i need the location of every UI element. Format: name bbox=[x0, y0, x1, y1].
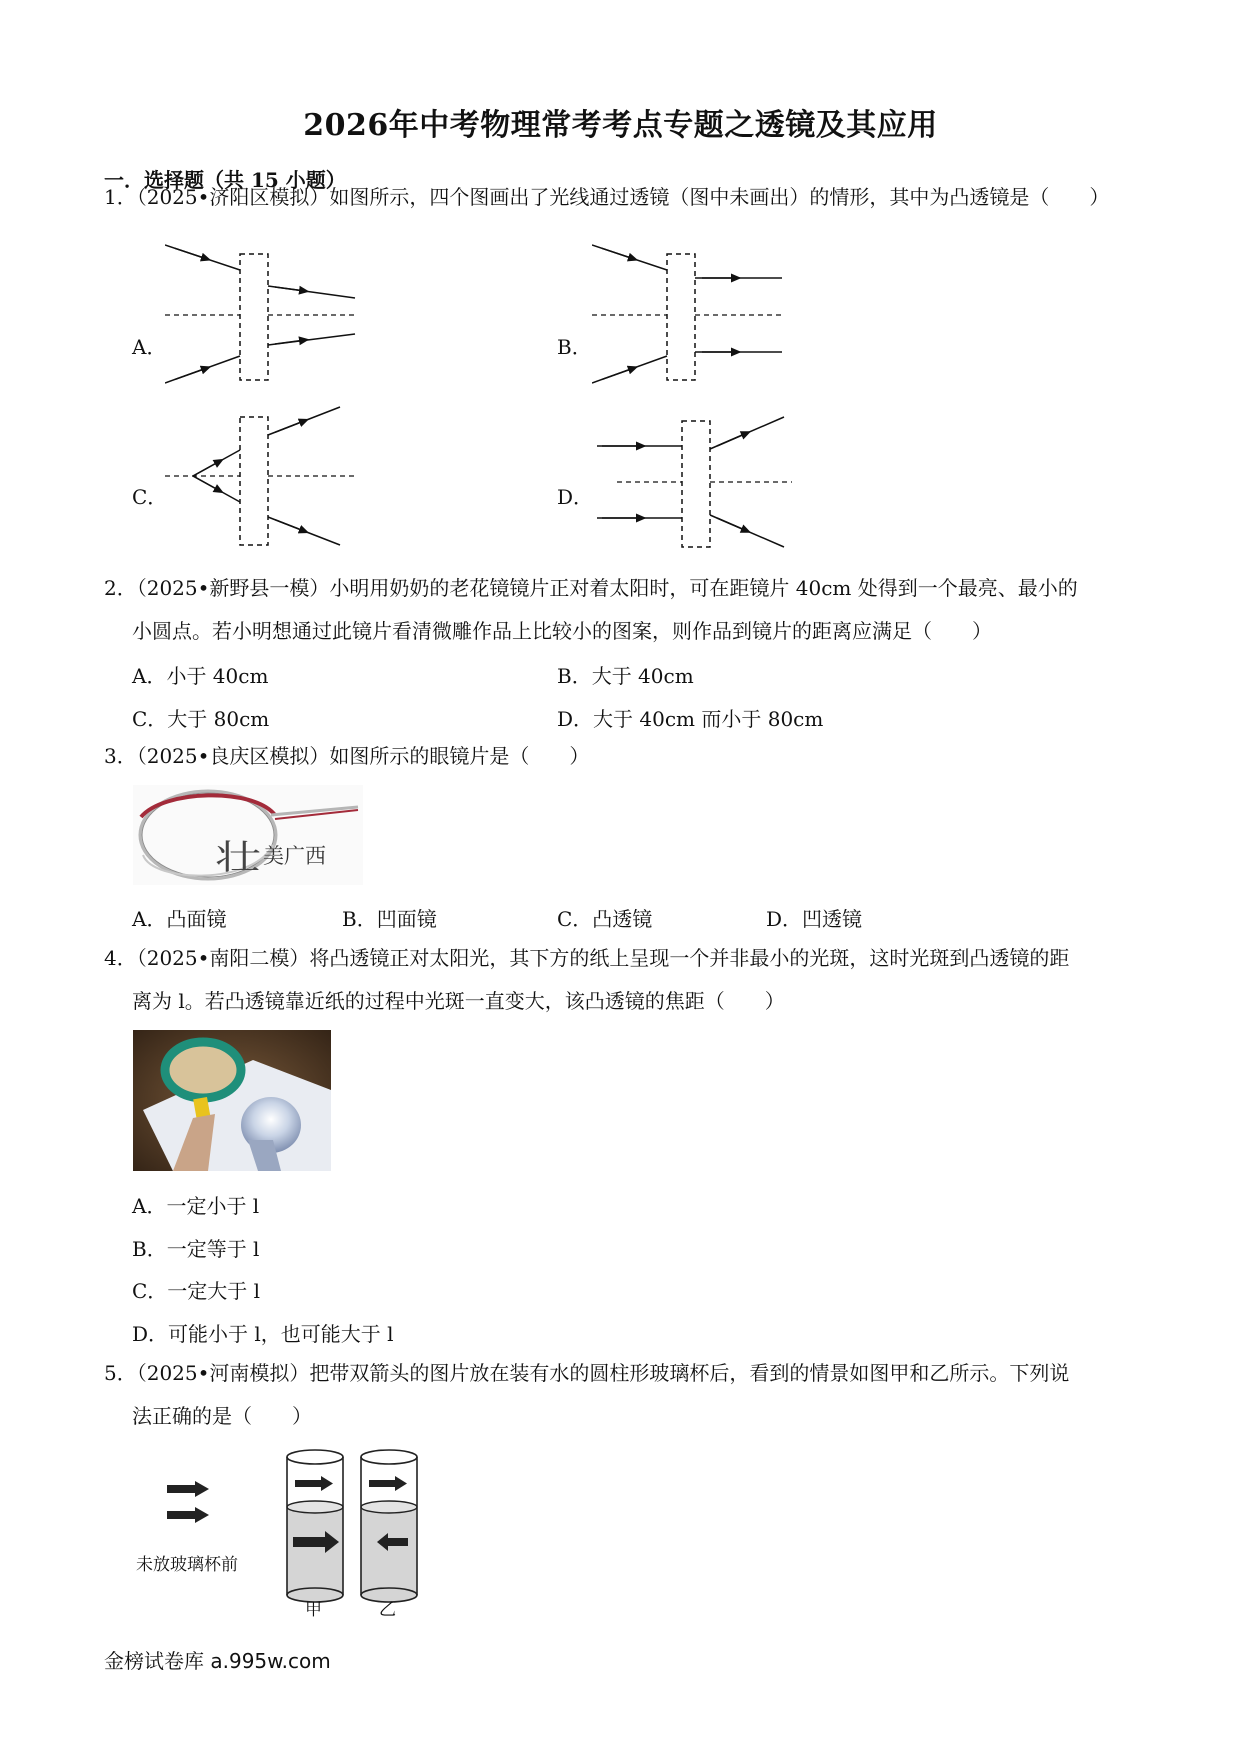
q2-option-d[interactable]: D．大于 40cm 而小于 80cm bbox=[557, 707, 824, 731]
q3-image-text-small: 美广西 bbox=[263, 844, 326, 868]
q1-diagram-d bbox=[592, 405, 802, 555]
q5-cups-figure bbox=[133, 1445, 473, 1620]
section-heading: 一．选择题（共 15 小题） bbox=[104, 168, 346, 192]
q1-label-c[interactable]: C． bbox=[132, 485, 168, 509]
q1-label-d[interactable]: D． bbox=[557, 485, 594, 509]
q2-option-b[interactable]: B．大于 40cm bbox=[557, 664, 694, 688]
q5-caption-yi: 乙 bbox=[379, 1600, 396, 1620]
q4-option-c[interactable]: C．一定大于 l bbox=[132, 1279, 261, 1303]
question-5-stem-line1: 5．（2025•河南模拟）把带双箭头的图片放在装有水的圆柱形玻璃杯后，看到的情景如图甲和乙所示。下列说 bbox=[104, 1361, 1070, 1385]
q3-image-text-large: 壮 bbox=[215, 838, 261, 878]
q3-glasses-image bbox=[133, 785, 363, 885]
footer-watermark[interactable]: 金榜试卷库 a.995w.com bbox=[104, 1649, 331, 1673]
question-2-stem-line1: 2．（2025•新野县一模）小明用奶奶的老花镜镜片正对着太阳时，可在距镜片 40cm 处得到一个最亮、最小的 bbox=[104, 576, 1078, 600]
page-title: 2026年中考物理常考考点专题之透镜及其应用 bbox=[303, 108, 938, 143]
q1-label-a[interactable]: A． bbox=[132, 335, 167, 359]
q4-option-a[interactable]: A．一定小于 l bbox=[132, 1194, 260, 1218]
q5-caption-jia: 甲 bbox=[305, 1600, 322, 1620]
question-3-stem: 3．（2025•良庆区模拟）如图所示的眼镜片是（ ） bbox=[104, 744, 590, 768]
q4-option-b[interactable]: B．一定等于 l bbox=[132, 1237, 260, 1261]
q4-option-d[interactable]: D．可能小于 l，也可能大于 l bbox=[132, 1322, 394, 1346]
q3-option-b[interactable]: B．凹面镜 bbox=[342, 907, 437, 931]
q2-option-c[interactable]: C．大于 80cm bbox=[132, 707, 270, 731]
question-4-stem-line1: 4．（2025•南阳二模）将凸透镜正对太阳光，其下方的纸上呈现一个并非最小的光斑，这时光斑到凸透镜的距 bbox=[104, 946, 1070, 970]
q1-diagram-a bbox=[165, 240, 365, 390]
q1-diagram-b bbox=[592, 240, 792, 390]
question-4-stem-line2: 离为 l。若凸透镜靠近纸的过程中光斑一直变大，该凸透镜的焦距（ ） bbox=[132, 989, 785, 1013]
q1-label-b[interactable]: B． bbox=[557, 335, 592, 359]
question-2-stem-line2: 小圆点。若小明想通过此镜片看清微雕作品上比较小的图案，则作品到镜片的距离应满足（ ） bbox=[132, 619, 992, 643]
q1-diagram-c bbox=[165, 405, 365, 555]
q4-magnifier-photo bbox=[133, 1030, 331, 1171]
q2-option-a[interactable]: A．小于 40cm bbox=[132, 664, 269, 688]
q5-caption-before: 未放玻璃杯前 bbox=[136, 1555, 238, 1575]
q3-option-d[interactable]: D．凹透镜 bbox=[766, 907, 863, 931]
question-1-stem: 1．（2025•济阳区模拟）如图所示，四个图画出了光线通过透镜（图中未画出）的情形，其中为凸透镜是（ ） bbox=[104, 185, 1110, 209]
question-5-stem-line2: 法正确的是（ ） bbox=[132, 1404, 312, 1428]
q3-option-a[interactable]: A．凸面镜 bbox=[132, 907, 227, 931]
q3-option-c[interactable]: C．凸透镜 bbox=[557, 907, 653, 931]
